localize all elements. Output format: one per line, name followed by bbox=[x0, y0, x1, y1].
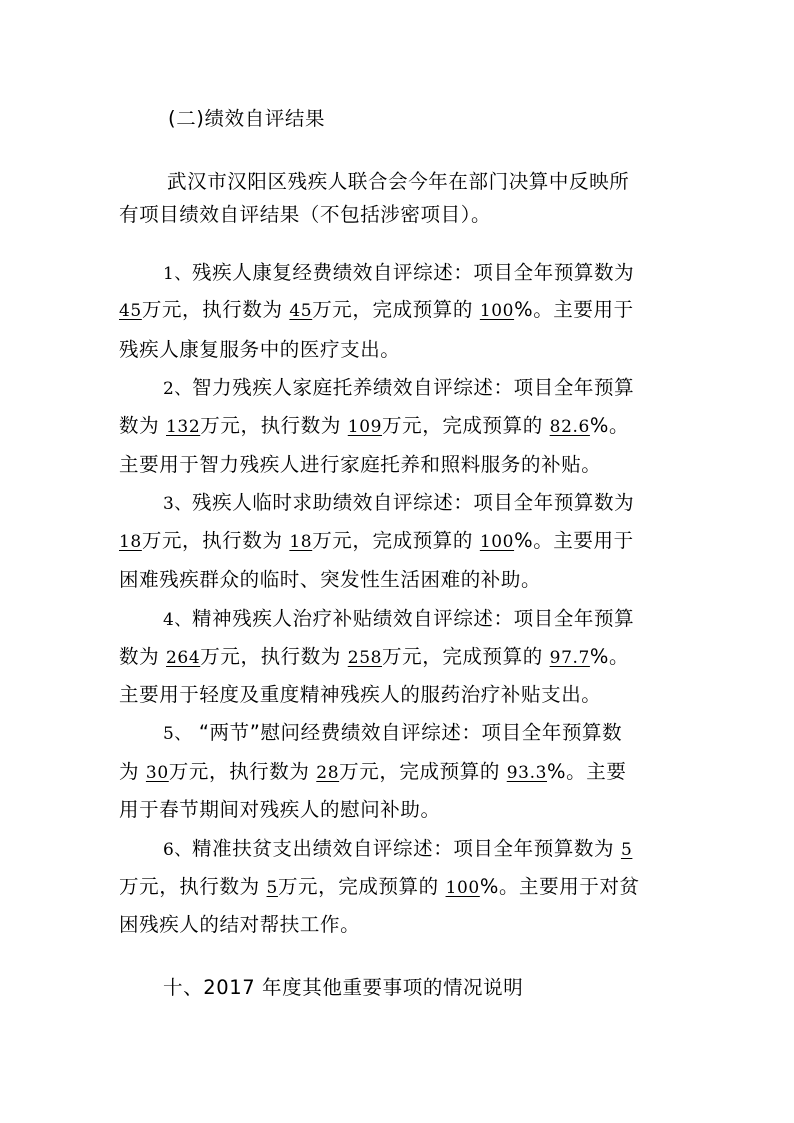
item-line: 6、精准扶贫支出绩效自评综述：项目全年预算数为 5 bbox=[163, 837, 633, 860]
item-number: 3、 bbox=[163, 494, 193, 514]
item-number: 6、 bbox=[163, 840, 193, 860]
budget-value: 30 bbox=[145, 763, 169, 783]
item-line: 主要用于轻度及重度精神残疾人的服药治疗补贴支出。 bbox=[119, 683, 602, 706]
completion-rate: 93.3 bbox=[506, 763, 548, 783]
item-line: 困难残疾群众的临时、突发性生活困难的补助。 bbox=[119, 568, 542, 591]
executed-value: 45 bbox=[289, 301, 313, 321]
completion-rate: 97.7 bbox=[549, 648, 590, 668]
item-line: 残疾人康复服务中的医疗支出。 bbox=[119, 338, 401, 361]
executed-value: 258 bbox=[347, 648, 383, 668]
item-number: 1、 bbox=[163, 264, 193, 284]
item-number: 5、 bbox=[163, 724, 193, 744]
item-line: 主要用于智力残疾人进行家庭托养和照料服务的补贴。 bbox=[119, 453, 602, 476]
intro-line: 武汉市汉阳区残疾人联合会今年在部门决算中反映所 bbox=[167, 170, 630, 193]
budget-value: 45 bbox=[119, 301, 142, 321]
completion-rate: 100 bbox=[479, 301, 515, 321]
year: 2017 bbox=[203, 976, 256, 999]
item-line: 用于春节期间对残疾人的慰问补助。 bbox=[119, 798, 441, 821]
completion-rate: 100 bbox=[445, 878, 480, 898]
item-line: 2、智力残疾人家庭托养绩效自评综述：项目全年预算 bbox=[163, 376, 635, 399]
item-line: 4、精神残疾人治疗补贴绩效自评综述：项目全年预算 bbox=[163, 607, 635, 630]
intro-line: 有项目绩效自评结果（不包括涉密项目）。 bbox=[119, 203, 492, 226]
item-line: 数为 132万元，执行数为 109万元，完成预算的 82.6%。 bbox=[119, 414, 630, 437]
item-line: 数为 264万元，执行数为 258万元，完成预算的 97.7%。 bbox=[119, 645, 630, 668]
executed-value: 18 bbox=[289, 532, 313, 552]
item-line: 为 30万元，执行数为 28万元，完成预算的 93.3%。主要 bbox=[119, 760, 627, 783]
budget-value: 5 bbox=[620, 840, 633, 860]
executed-value: 109 bbox=[347, 417, 383, 437]
executed-value: 5 bbox=[266, 878, 278, 898]
item-line: 困残疾人的结对帮扶工作。 bbox=[119, 913, 361, 936]
item-line: 万元，执行数为 5万元，完成预算的 100%。主要用于对贫 bbox=[119, 875, 640, 898]
item-line: 5、 “两节”慰问经费绩效自评综述：项目全年预算数 bbox=[163, 721, 623, 744]
item-line: 45万元，执行数为 45万元，完成预算的 100%。主要用于 bbox=[119, 298, 634, 321]
executed-value: 28 bbox=[316, 763, 340, 783]
budget-value: 132 bbox=[166, 417, 201, 437]
item-line: 18万元，执行数为 18万元，完成预算的 100%。主要用于 bbox=[119, 529, 634, 552]
item-number: 4、 bbox=[163, 610, 193, 630]
budget-value: 18 bbox=[119, 532, 142, 552]
item-line: 3、残疾人临时求助绩效自评综述：项目全年预算数为 bbox=[163, 491, 635, 514]
item-line: 1、残疾人康复经费绩效自评综述：项目全年预算数为 bbox=[163, 261, 635, 284]
budget-value: 264 bbox=[166, 648, 201, 668]
completion-rate: 82.6 bbox=[549, 417, 590, 437]
next-section-heading: 十、2017 年度其他重要事项的情况说明 bbox=[163, 976, 524, 999]
completion-rate: 100 bbox=[479, 532, 515, 552]
item-number: 2、 bbox=[163, 379, 193, 399]
section-heading: (二)绩效自评结果 bbox=[168, 107, 326, 130]
